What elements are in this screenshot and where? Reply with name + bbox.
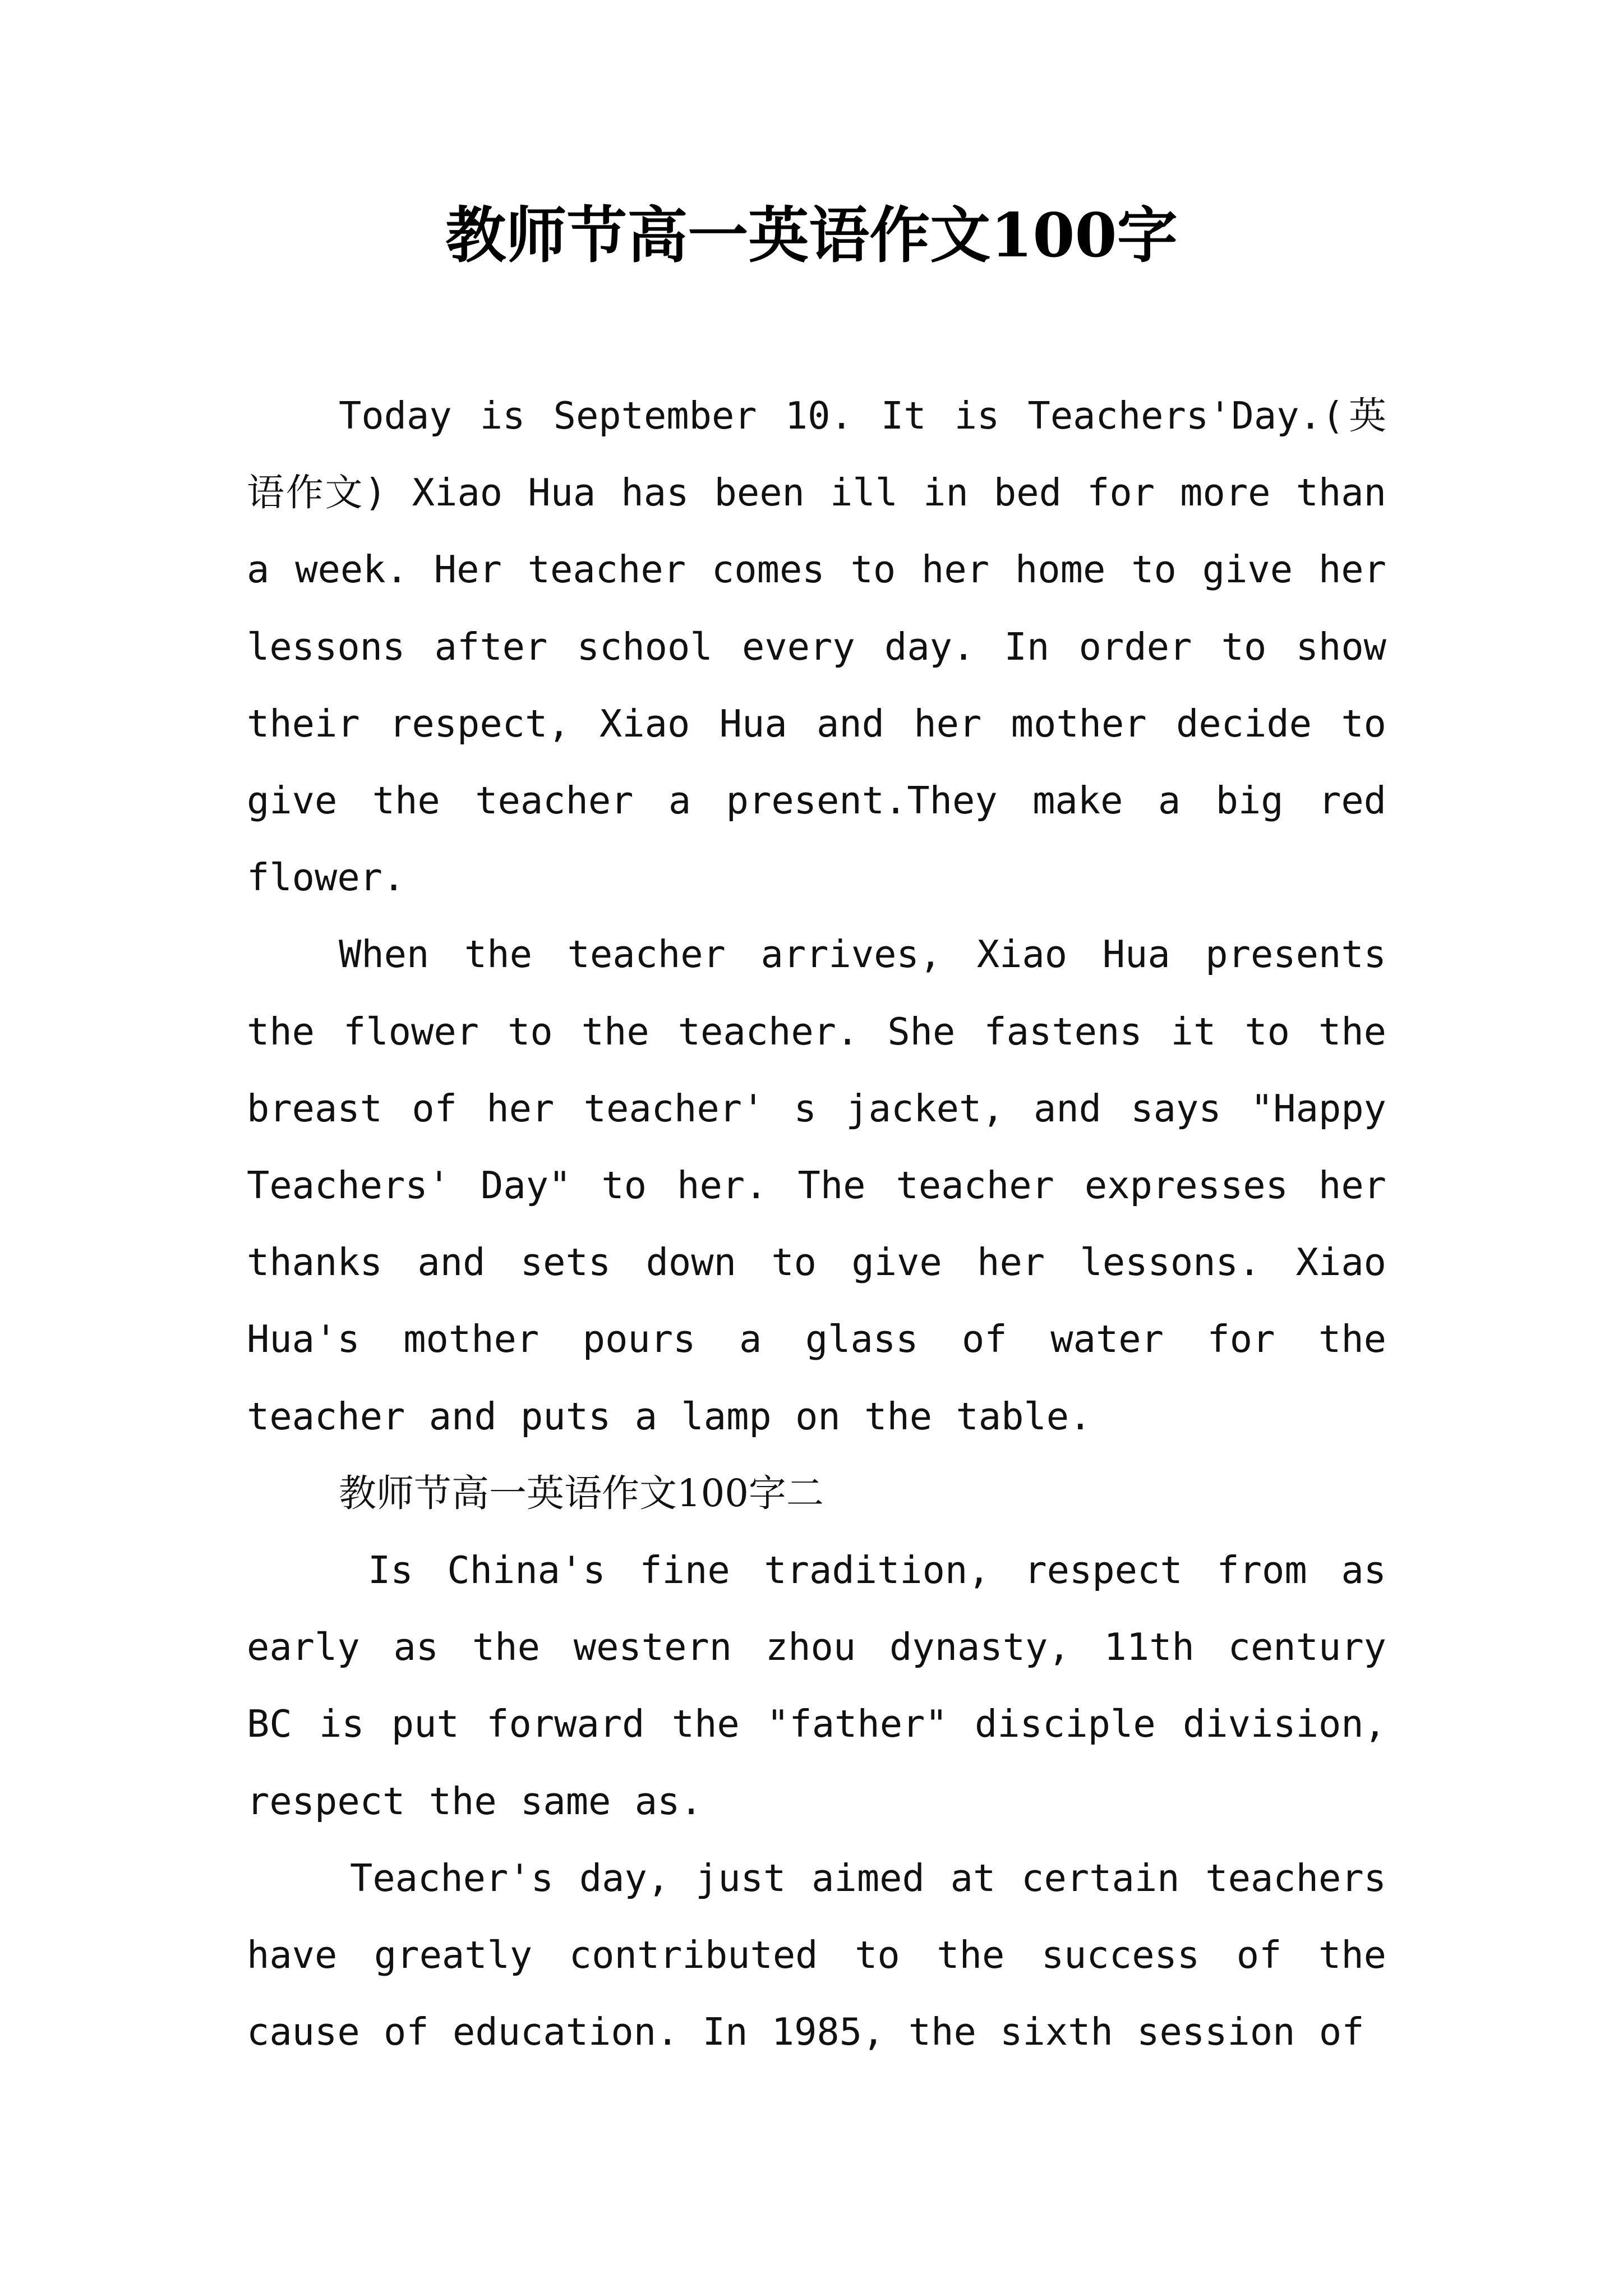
paragraph-4: Teacher's day, just aimed at certain teachers have greatly contributed to the success of the cause of education. In 1985, the sixth session of bbox=[247, 1856, 1386, 2054]
section-heading: 教师节高一英语作文100字二 bbox=[339, 1471, 824, 1515]
paragraph-1: Today is September 10. It is Teachers'Day.(英语作文) Xiao Hua has been ill in bed for more than a week. Her teacher comes to her home to give her lessons after school every day. In order to show their respect, Xiao Hua and her mother decide to give the teacher a present.They make a big red flower. bbox=[247, 394, 1386, 900]
document-body bbox=[247, 378, 1386, 2070]
document-title: 教师节高一英语作文100字 bbox=[445, 200, 1178, 271]
paragraph-3: Is China's fine tradition, respect from as early as the western zhou dynasty, 11th century BC is put forward the "father" disciple division, respect the same as. bbox=[247, 1548, 1386, 1823]
paragraph-2: When the teacher arrives, Xiao Hua presents the flower to the teacher. She fastens it to the breast of her teacher' s jacket, and says "Happy Teachers' Day" to her. The teacher expresses her thanks and sets down to give her lessons. Xiao Hua's mother pours a glass of water for the teacher and puts a lamp on the table. bbox=[247, 932, 1386, 1438]
